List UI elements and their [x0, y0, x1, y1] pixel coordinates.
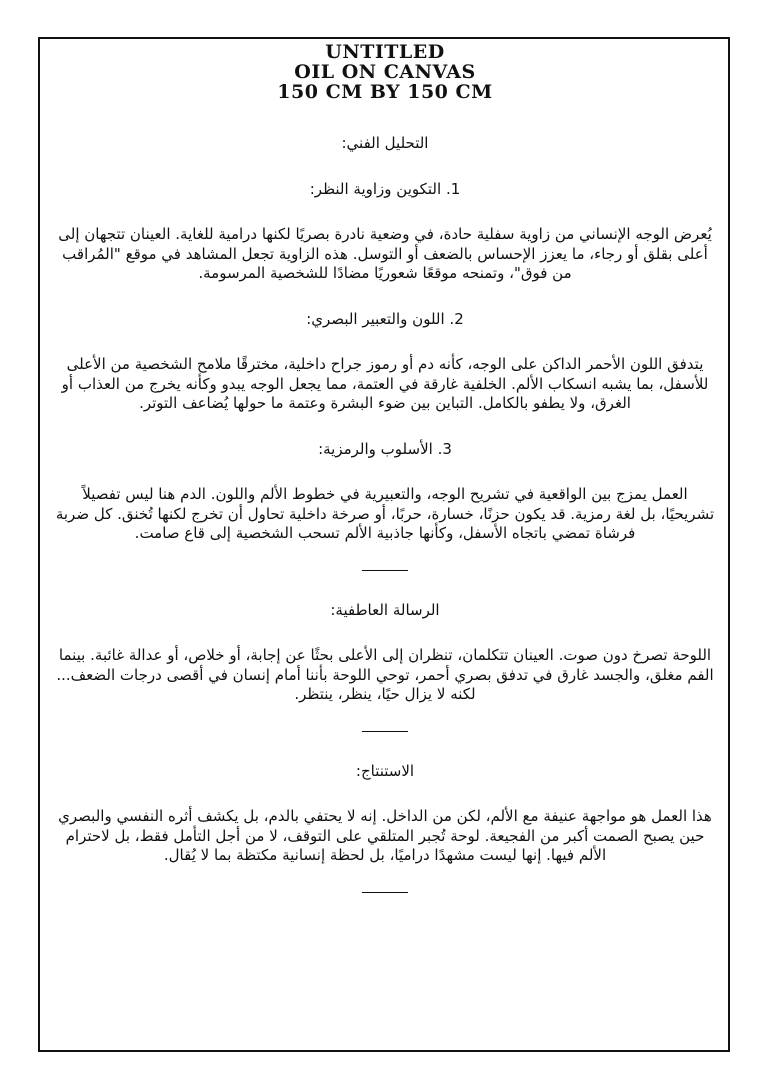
artwork-medium: OIL ON CANVAS — [294, 61, 476, 83]
document-body — [55, 134, 715, 923]
section-3-text: العمل يمزج بين الواقعية في تشريح الوجه، والتعبيرية في خطوط الألم واللون. الدم هنا ليس تفصيلاً تشريحيًا، بل لغة رمزية. قد يكون حزنًا، خسارة، حربًا، أو صرخة داخلية تحاول أن تخرج لكنها تُخنق. كل ضربة فرشاة تمضي باتجاه الأسفل، وكأنها جاذبية الألم تسحب الشخصية إلى قاع صامت. — [55, 485, 715, 542]
section-2-heading: 2. اللون والتعبير البصري: — [306, 309, 464, 328]
divider — [362, 570, 408, 571]
artwork-dimensions: 150 CM BY 150 CM — [277, 81, 493, 103]
emotional-message-title: الرسالة العاطفية: — [330, 600, 440, 619]
section-3-heading: 3. الأسلوب والرمزية: — [318, 439, 452, 458]
section-1-text: يُعرض الوجه الإنساني من زاوية سفلية حادة، في وضعية نادرة بصريًا لكنها درامية للغاية. العينان تتجهان إلى أعلى بقلق أو رجاء، ما يعزز الإحساس بالضعف أو التوسل. هذه الزاوية تجعل المشاهد في موقع "المُراقب من فوق"، وتمنحه موقعًا شعوريًا مضادًا للشخصية المرسومة. — [58, 225, 712, 282]
divider — [362, 892, 408, 893]
analysis-title: التحليل الفني: — [341, 134, 429, 152]
conclusion-text: هذا العمل هو مواجهة عنيفة مع الألم، لكن من الداخل. إنه لا يحتفي بالدم، بل يكشف أثره النفسي والبصري حين يصبح الصمت أكبر من الفجيعة. لوحة تُجبر المتلقي على التوقف، لا من أجل التأمل فقط، بل لاحترام الألم فيها. إنها ليست مشهدًا دراميًا، بل لحظة إنسانية مكتظة بما لا يُقال. — [58, 807, 712, 864]
section-2-text: يتدفق اللون الأحمر الداكن على الوجه، كأنه دم أو رموز جراح داخلية، مخترقًا ملامح الشخصية من الأعلى للأسفل، بما يشبه انسكاب الألم. الخلفية غارقة في العتمة، مما يجعل الوجه يبدو وكأنه يخرج من العذاب أو الغرق، ولا يطفو بالكامل. التباين بين ضوء البشرة وعتمة ما حولها يُضاعف التوتر. — [61, 355, 709, 412]
divider — [362, 731, 408, 732]
artwork-header — [0, 42, 770, 102]
artwork-title: UNTITLED — [325, 41, 445, 63]
emotional-message-text: اللوحة تصرخ دون صوت. العينان تتكلمان، تنظران إلى الأعلى بحثًا عن إجابة، أو خلاص، أو عدالة غائبة. بينما الفم مغلق، والجسد غارق في تدفق بصري أحمر، توحي اللوحة بأننا أمام إنسان في أقصى درجات الضعف... لكنه لا يزال حيًا، ينظر، ينتظر. — [56, 646, 714, 703]
conclusion-title: الاستنتاج: — [355, 761, 415, 780]
section-1-heading: 1. التكوين وزاوية النظر: — [309, 179, 461, 198]
